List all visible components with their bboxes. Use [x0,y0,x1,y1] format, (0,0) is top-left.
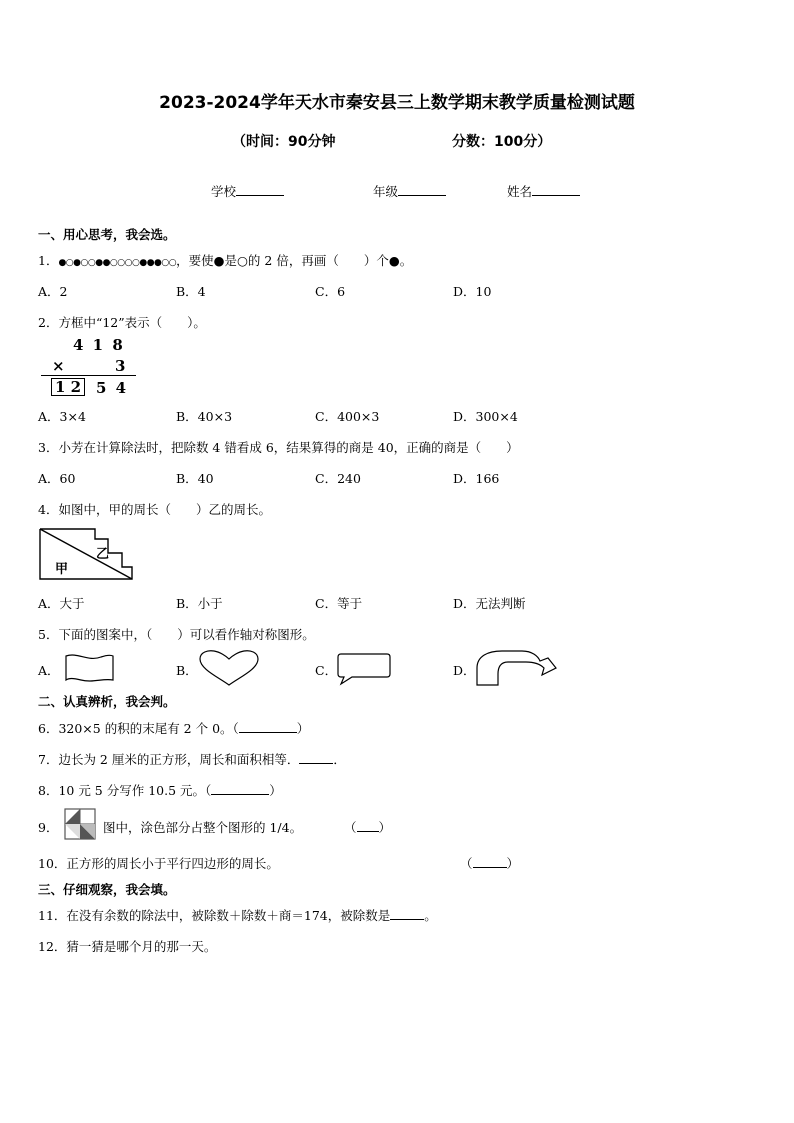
q10-paren-right: ） [506,856,520,871]
q10-answer [460,854,519,872]
question-10: 10．正方形的周长小于平行四边形的周长。 [38,856,279,871]
q2-calc-multiplier: 3 [115,357,126,375]
q2-calc-line [41,375,136,376]
q1-option-d[interactable]: D．10 [453,284,492,299]
q4-option-b[interactable]: B．小于 [176,596,223,611]
q9-answer-blank[interactable] [357,820,379,832]
section-3-heading: 三、仔细观察，我会填。 [38,882,176,897]
q1-option-c[interactable]: C．6 [315,284,346,299]
q2-option-a[interactable]: A．3×4 [38,409,86,424]
q2-calc-rest: 5 4 [96,379,129,397]
grade-blank[interactable] [398,184,446,196]
question-2: 2．方框中“12”表示（ ）。 [38,315,206,330]
q3-option-c[interactable]: C．240 [315,471,361,486]
name-blank[interactable] [532,184,580,196]
q4-option-c[interactable]: C．等于 [315,596,363,611]
question-12: 12．猜一猜是哪个月的那一天。 [38,939,217,954]
page-title: 2023-2024学年天水市秦安县三上数学期末教学质量检测试题 [159,93,635,113]
q9-number: 9． [38,820,59,835]
question-1 [38,251,412,269]
q7-answer-blank[interactable] [299,752,333,764]
q4-label-yi: 乙 [96,547,110,562]
q3-option-d[interactable]: D．166 [453,471,500,486]
q8-text: 8．10 元 5 分写作 10.5 元。（ [38,783,212,798]
question-7 [38,750,346,768]
q6-end: ） [296,721,310,736]
q9-answer [344,818,391,836]
question-11 [38,906,437,924]
school-blank[interactable] [236,184,284,196]
q11-text: 11．在没有余数的除法中，被除数＋除数＋商＝174，被除数是 [38,908,391,923]
q6-text: 6．320×5 的积的末尾有 2 个 0。（ [38,721,239,736]
grade-field[interactable] [373,182,446,200]
q5-option-d[interactable]: D． [453,663,476,678]
name-label: 姓名 [507,184,533,199]
heart-shape-icon [198,649,260,687]
q3-option-a[interactable]: A．60 [38,471,76,486]
q5-option-c[interactable]: C． [315,663,338,678]
q7-text: 7．边长为 2 厘米的正方形，周长和面积相等． [38,752,300,767]
curved-arrow-icon [474,648,558,688]
flag-shape-icon [63,652,117,684]
q1-number: 1． [38,253,59,268]
q2-calc-boxed: 1 2 [51,378,85,396]
q2-calc-top: 4 1 8 [73,336,125,354]
q8-answer-blank[interactable] [211,783,269,795]
q2-option-d[interactable]: D．300×4 [453,409,518,424]
q4-label-jia: 甲 [55,562,69,577]
exam-time: （时间：90分钟 [232,134,336,150]
question-3: 3．小芳在计算除法时，把除数 4 错看成 6，结果算得的商是 40，正确的商是（ ） [38,440,519,455]
question-6 [38,719,309,737]
q2-option-b[interactable]: B．40×3 [176,409,233,424]
q9-paren-left: （ [344,820,357,835]
speech-bubble-icon [336,652,392,686]
exam-score: 分数：100分） [452,134,552,150]
q11-end: 。 [424,908,437,923]
q1-option-b[interactable]: B．4 [176,284,206,299]
school-label: 学校 [211,184,237,199]
q1-option-a[interactable]: A．2 [38,284,68,299]
q2-calc-times: × [52,357,65,375]
q2-option-c[interactable]: C．400×3 [315,409,380,424]
q3-option-b[interactable]: B．40 [176,471,214,486]
q8-end: ） [269,783,282,798]
q4-figure [38,527,134,581]
q10-answer-blank[interactable] [473,856,507,868]
name-field[interactable] [507,182,580,200]
question-5: 5．下面的图案中，（ ）可以看作轴对称图形。 [38,627,315,642]
school-field[interactable] [211,182,284,200]
question-9: 图中，涂色部分占整个图形的 1/4。 [103,820,303,835]
section-2-heading: 二、认真辨析，我会判。 [38,694,176,709]
question-4: 4．如图中，甲的周长（ ）乙的周长。 [38,502,271,517]
q10-paren-left: （ [460,856,473,871]
q1-dots: ●○●○○●●○○○○●●●○○ [58,258,177,268]
q1-text: ，要使●是○的 2 倍，再画（ ）个●。 [176,253,413,268]
q4-option-d[interactable]: D．无法判断 [453,596,526,611]
q9-figure [64,808,96,840]
question-8 [38,781,282,799]
q5-option-b[interactable]: B． [176,663,198,678]
grade-label: 年级 [373,184,399,199]
q9-paren-right: ） [378,820,392,835]
section-1-heading: 一、用心思考，我会选。 [38,227,176,242]
q11-answer-blank[interactable] [390,908,424,920]
q6-answer-blank[interactable] [239,721,297,733]
q4-option-a[interactable]: A．大于 [38,596,85,611]
q7-end: ． [333,752,346,767]
q5-option-a[interactable]: A． [38,663,60,678]
